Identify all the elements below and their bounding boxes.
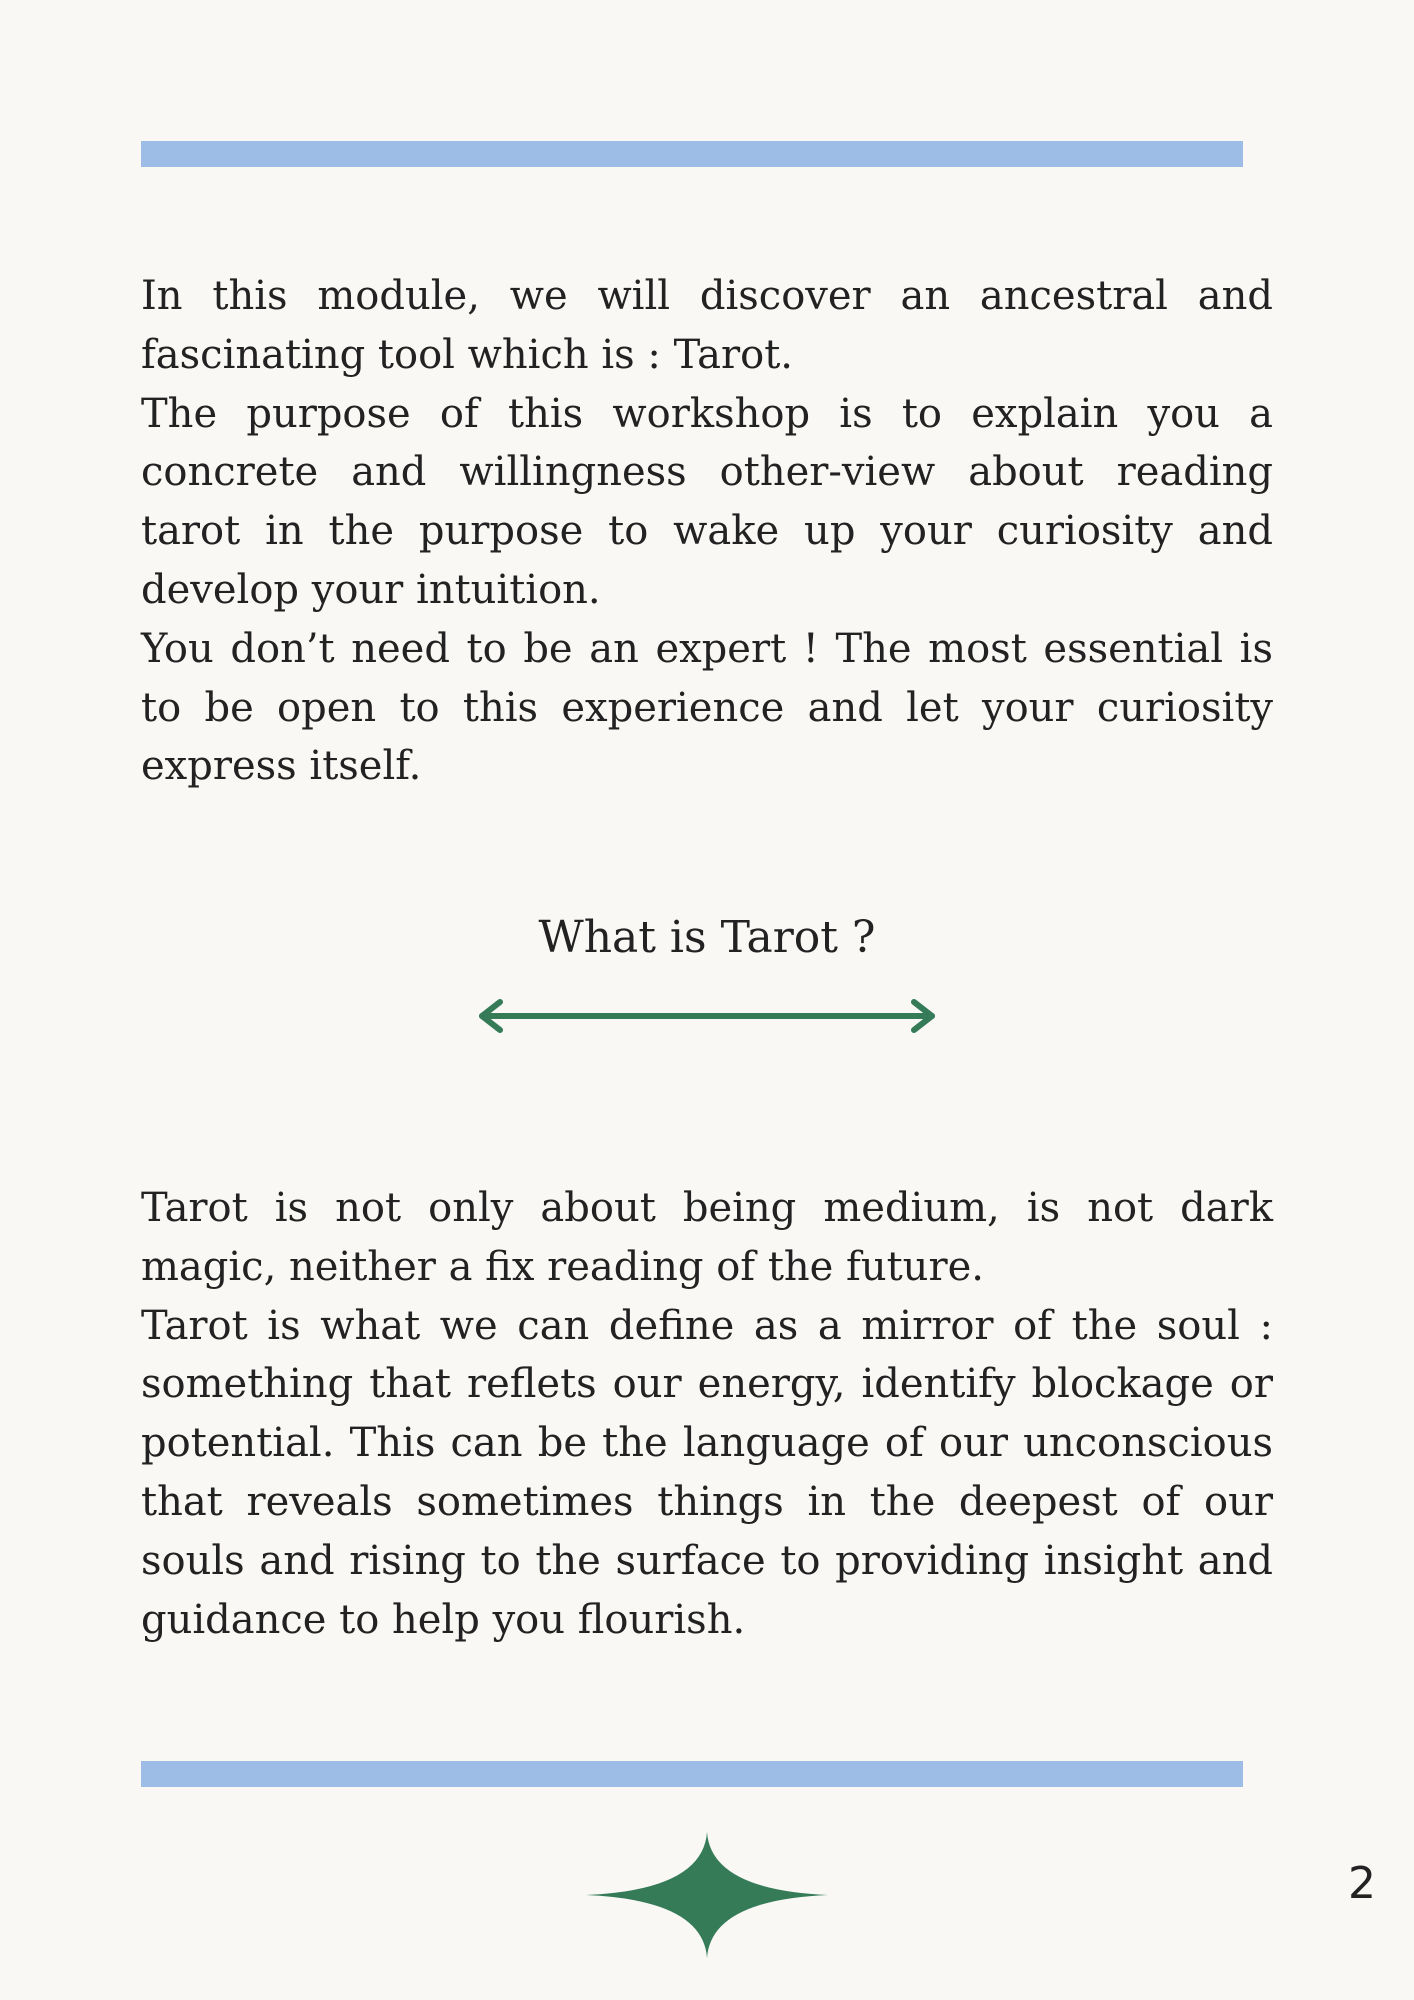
intro-paragraph-2: The purpose of this workshop is to explain you a concrete and willingness other-view about reading tarot in the purpose to wake up your curiosity and develop your intuition. (141, 390, 1273, 613)
page-number: 2 (1348, 1858, 1376, 1909)
four-point-star-icon (586, 1832, 828, 1958)
intro-paragraph-1: In this module, we will discover an ancestral and fascinating tool which is : Tarot. (141, 273, 1273, 378)
top-divider-bar (141, 141, 1243, 167)
bottom-divider-bar (141, 1761, 1243, 1787)
intro-text (141, 267, 1273, 796)
body-paragraph-2: Tarot is what we can define as a mirror of the soul : something that reflets our energy, identify blockage or potential. This can be the language of our unconscious that reveals sometimes things in the deepest of our souls and rising to the surface to providing insight and guidance to help you flourish. (141, 1302, 1273, 1643)
section-heading: What is Tarot ? (538, 912, 876, 963)
double-arrow-icon (474, 996, 940, 1036)
intro-paragraph-3: You don’t need to be an expert ! The most essential is to be open to this experience and let your curiosity express itself. (141, 625, 1273, 790)
body-text (141, 1179, 1273, 1649)
body-paragraph-1: Tarot is not only about being medium, is not dark magic, neither a fix reading of the future. (141, 1185, 1273, 1290)
